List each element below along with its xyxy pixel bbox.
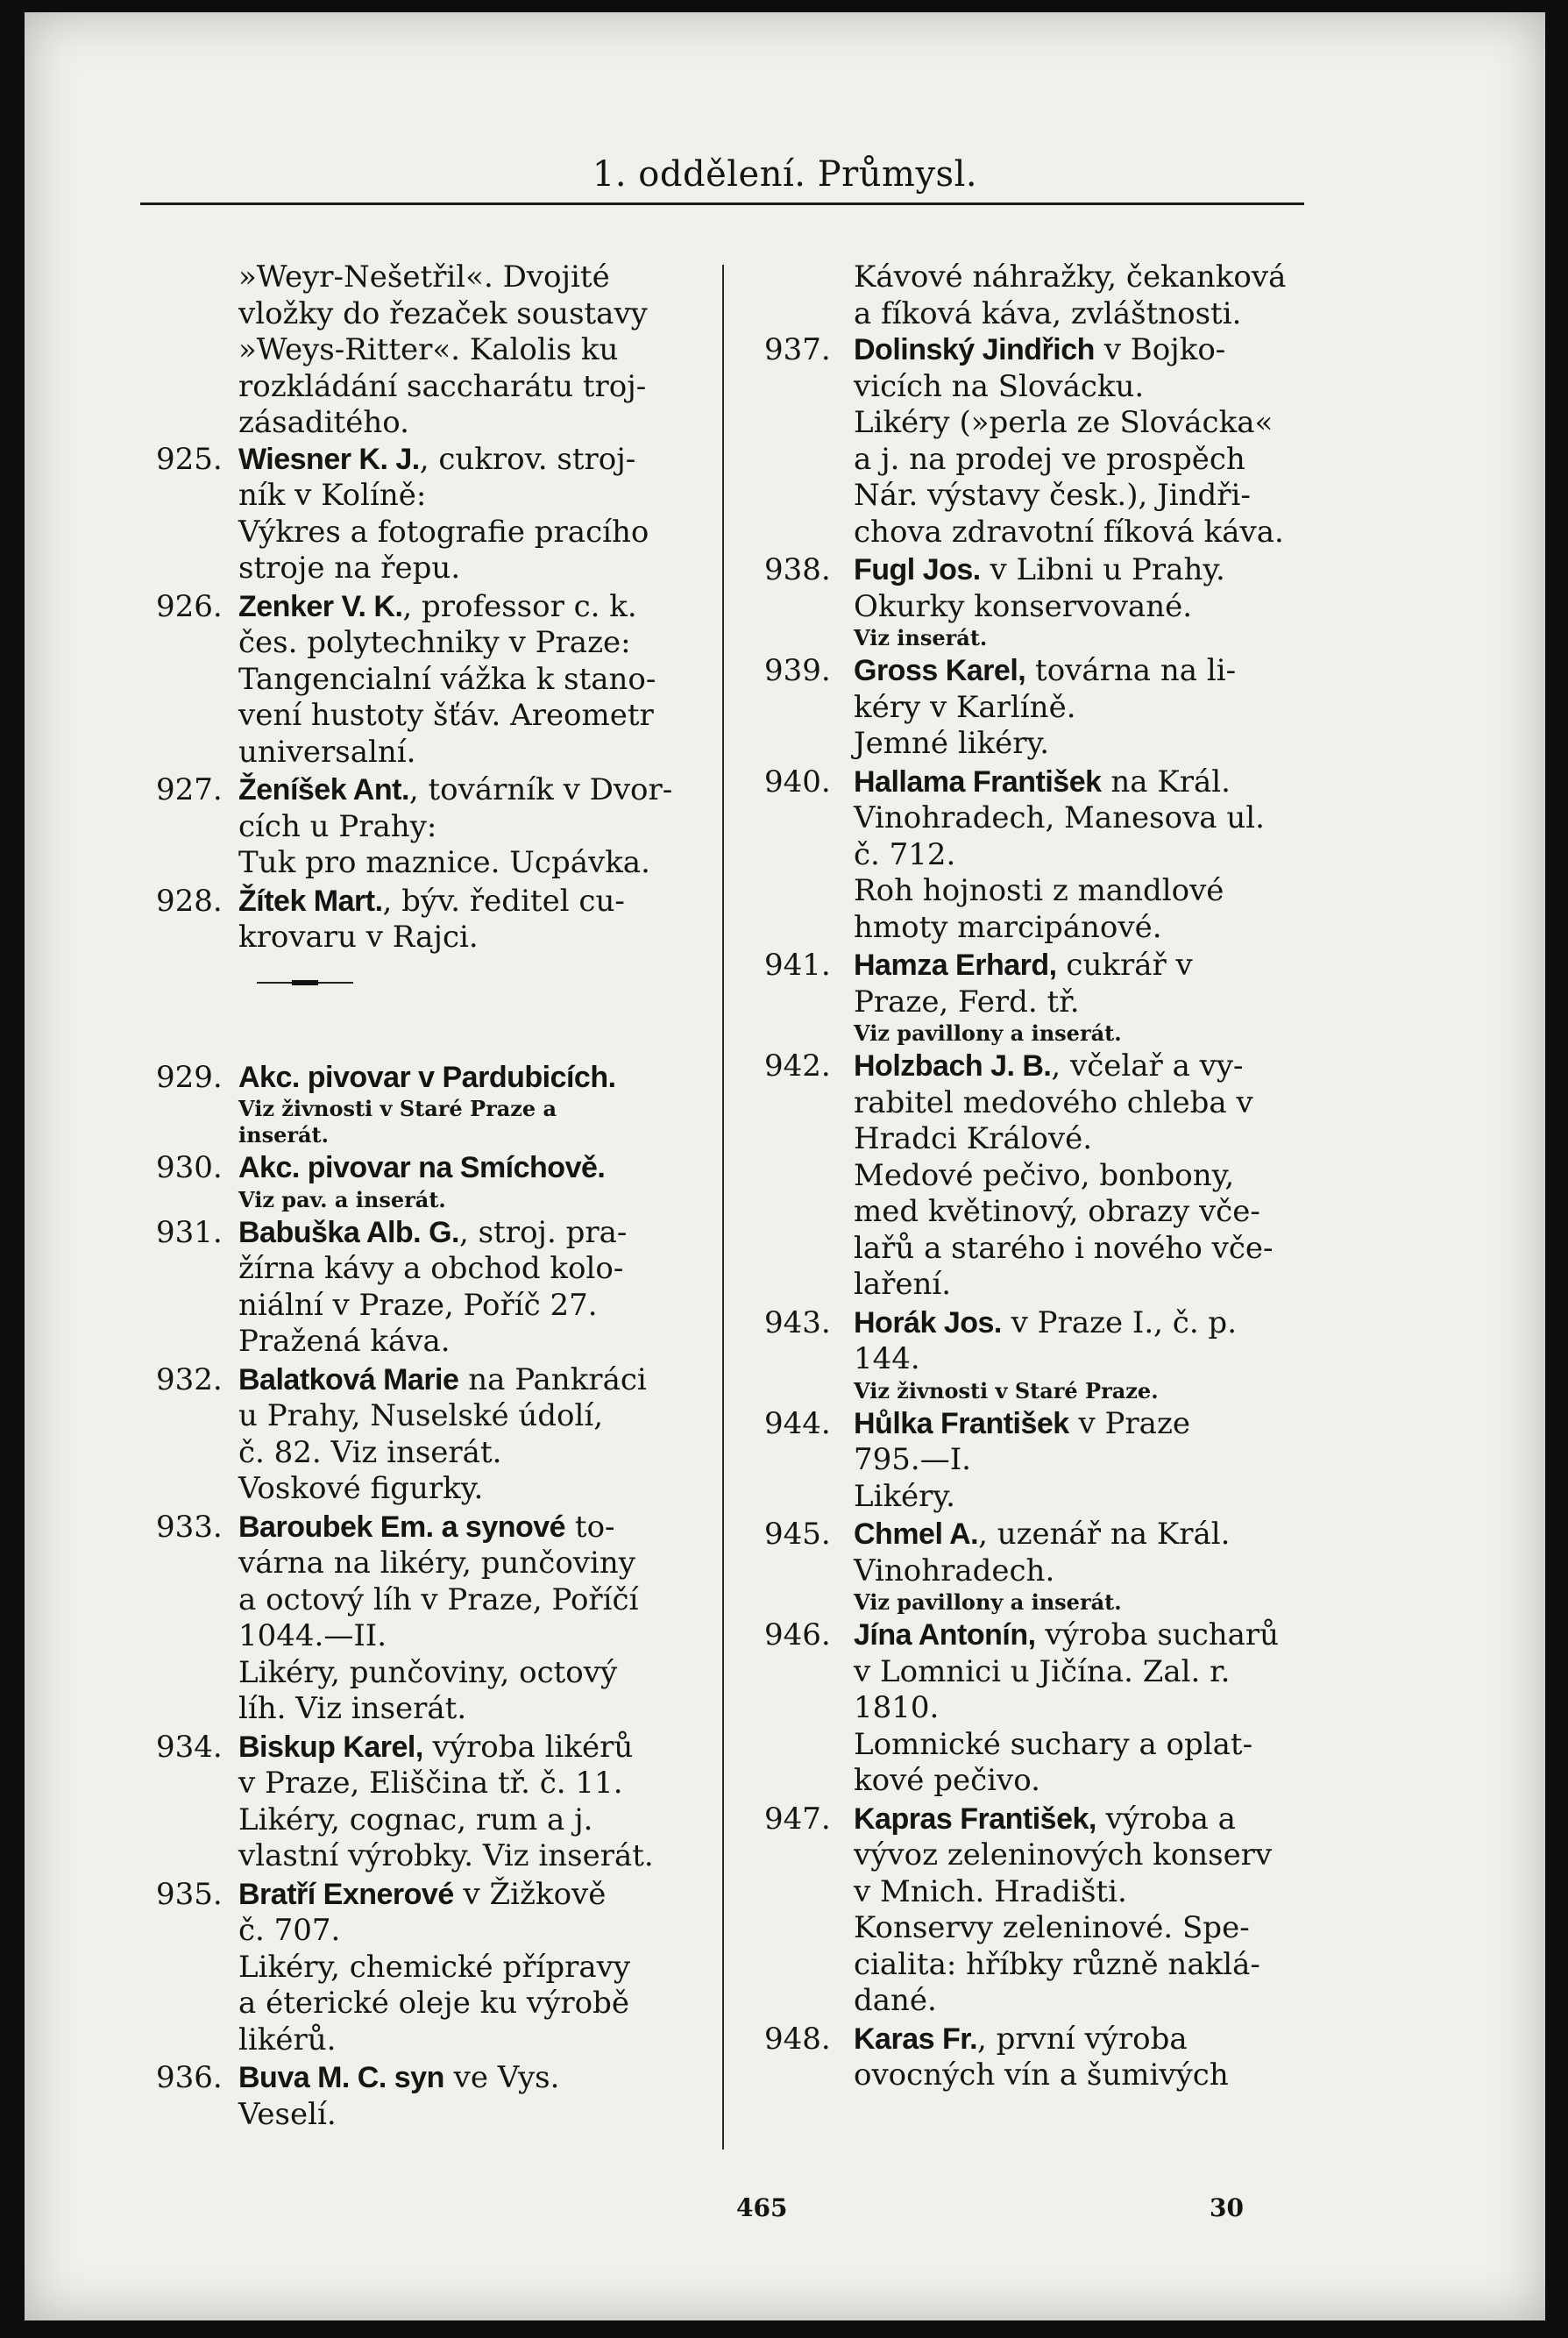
entry-line: hmoty marcipánové. (854, 909, 1162, 945)
entry-line: Likéry, cognac, rum a j. (238, 1801, 593, 1837)
entry-line: kéry v Karlíně. (854, 689, 1076, 725)
entry-number: 930. (156, 1150, 223, 1185)
entry-rest: , včelař a vy- (1051, 1048, 1244, 1084)
entry-name: Zenker V. K. (238, 589, 403, 623)
entry-name: Hamza Erhard, (854, 949, 1057, 982)
entry-note: inserát. (238, 1122, 329, 1148)
entry-name: Balatková Marie (238, 1362, 459, 1396)
entry-line: Výkres a fotografie pracího (238, 514, 649, 550)
entry-line: Hradci Králové. (854, 1121, 1093, 1156)
intro-line: rozkládání saccharátu troj- (238, 368, 647, 404)
entry-note: Viz živnosti v Staré Praze. (854, 1377, 1159, 1404)
entry-note: Viz inserát. (854, 625, 988, 650)
entry-line: u Prahy, Nuselské údolí, (238, 1398, 604, 1433)
entry-line: cích u Prahy: (238, 808, 437, 844)
entry-line: Likéry (»perla ze Slovácka« (854, 405, 1274, 440)
entry-line: kové pečivo. (854, 1763, 1040, 1798)
entry-line: ovocných vín a šumivých (854, 2057, 1229, 2093)
entry-line: č. 82. Viz inserát. (238, 1434, 502, 1470)
entry-number: 948. (764, 2021, 831, 2057)
right-column (764, 259, 1343, 2094)
entry-line: v Praze, Eliščina tř. č. 11. (238, 1766, 623, 1801)
entry-line: v Lomnici u Jičína. Zal. r. (854, 1653, 1231, 1689)
entry-line: 795.—I. (854, 1442, 971, 1477)
ornament-spacer (156, 956, 708, 1060)
entry-line: Vinohradech, Manesova ul. (854, 800, 1265, 835)
entry-rest: v Žižkově (453, 1876, 607, 1912)
entry-number: 926. (156, 588, 223, 624)
entry-line: lařů a starého i nového vče- (854, 1230, 1274, 1266)
entry-line: a j. na prodej ve prospěch (854, 441, 1245, 477)
entry-name: Akc. pivovar na Smíchově. (238, 1151, 606, 1184)
list-item (764, 1517, 1343, 1616)
entry-first-line (238, 442, 708, 479)
entry-line: universalní. (238, 734, 416, 770)
entry-first-line (854, 332, 1343, 369)
entry-first-line (238, 1150, 708, 1187)
entry-note: Viz živnosti v Staré Praze a (238, 1096, 557, 1121)
entry-line: Likéry, chemické přípravy (238, 1949, 631, 1985)
page (25, 12, 1545, 2320)
entry-number: 933. (156, 1509, 223, 1545)
list-item (156, 1060, 708, 1149)
list-item (156, 772, 708, 882)
entry-line: Okurky konservované. (854, 588, 1193, 624)
list-item (156, 2060, 708, 2133)
list-item (156, 884, 708, 956)
list-item (764, 1305, 1343, 1404)
list-item (764, 1048, 1343, 1304)
entry-number: 931. (156, 1214, 223, 1250)
entry-number: 943. (764, 1304, 831, 1340)
entry-line: Nár. výstavy česk.), Jindři- (854, 478, 1251, 513)
entry-number: 934. (156, 1729, 223, 1765)
entry-first-line (238, 1215, 708, 1252)
entry-first-line (238, 1877, 708, 1914)
entry-line: med květinový, obrazy vče- (854, 1194, 1260, 1229)
intro-line: vložky do řezaček soustavy (238, 295, 648, 331)
intro-line: »Weyr-Nešetřil«. Dvojité (238, 259, 610, 295)
entry-number: 941. (764, 948, 831, 983)
entry-line: a éterické oleje ku výrobě (238, 1986, 629, 2021)
entry-line: vývoz zeleninových konserv (854, 1837, 1273, 1873)
entry-line: č. 712. (854, 836, 956, 872)
entry-note: Viz pavillony a inserát. (854, 1020, 1122, 1046)
entry-number: 944. (764, 1405, 831, 1441)
entry-name: Biskup Karel, (238, 1730, 423, 1764)
entry-line: Vinohradech. (854, 1553, 1055, 1588)
entry-note: Viz pav. a inserát. (238, 1186, 446, 1212)
entry-name: Hůlka František (854, 1406, 1069, 1440)
entry-line: 1810. (854, 1690, 940, 1725)
entry-number: 936. (156, 2060, 223, 2095)
entry-first-line (238, 1510, 708, 1546)
entry-rest: , továrník v Dvor- (408, 772, 673, 807)
left-column (156, 259, 708, 2133)
entry-rest: v Praze (1068, 1405, 1190, 1441)
entry-first-line (238, 589, 708, 626)
entry-line: Voskové figurky. (238, 1471, 484, 1506)
list-item (156, 1877, 708, 2059)
entry-line: vicích na Slovácku. (854, 368, 1145, 404)
entry-rest: výroba a (1096, 1801, 1236, 1837)
list-item (156, 1730, 708, 1875)
entry-rest: , býv. ředitel cu- (382, 883, 625, 919)
entry-first-line (854, 1801, 1343, 1838)
entry-number: 942. (764, 1048, 831, 1084)
entry-first-line (238, 2060, 708, 2097)
entry-name: Ženíšek Ant. (238, 773, 409, 807)
entry-number: 932. (156, 1361, 223, 1397)
entry-number: 929. (156, 1059, 223, 1095)
entry-rest: na Pankráci (458, 1361, 647, 1397)
entry-name: Akc. pivovar v Pardubicích. (238, 1060, 616, 1094)
entry-rest: v Bojko- (1094, 332, 1226, 367)
entry-line: ník v Kolíně: (238, 478, 427, 513)
entry-rest: , stroj. pra- (458, 1214, 628, 1250)
entry-line: 1044.—II. (238, 1618, 387, 1653)
entry-line: rabitel medového chleba v (854, 1084, 1253, 1120)
entry-number: 945. (764, 1517, 831, 1552)
entry-rest: , první výroba (977, 2021, 1188, 2057)
entry-number: 940. (764, 764, 831, 799)
entry-name: Jína Antonín, (854, 1618, 1036, 1652)
page-title: 1. oddělení. Průmysl. (592, 154, 978, 195)
intro-line: a fíková káva, zvláštnosti. (854, 295, 1242, 331)
list-item (156, 1362, 708, 1508)
entry-name: Gross Karel, (854, 654, 1026, 687)
entry-name: Dolinský Jindřich (854, 333, 1095, 366)
entry-line: 144. (854, 1341, 920, 1376)
entry-rest: , uzenář na Král. (978, 1517, 1231, 1552)
entry-name: Hallama František (854, 764, 1102, 799)
entry-first-line (854, 1517, 1343, 1553)
entry-first-line (854, 764, 1343, 801)
entry-line: vlastní výrobky. Viz inserát. (238, 1838, 654, 1873)
entry-line: cialita: hříbky různě naklá- (854, 1946, 1260, 1982)
list-item (156, 1150, 708, 1213)
entry-line: čes. polytechniky v Praze: (238, 625, 631, 660)
list-item (156, 1510, 708, 1728)
entry-line: krovaru v Rajci. (238, 920, 479, 955)
entry-number: 938. (764, 552, 831, 587)
list-item (764, 552, 1343, 651)
section-ornament (257, 980, 353, 985)
list-item (764, 653, 1343, 763)
entry-first-line (854, 1406, 1343, 1443)
entry-line: Tangencialní vážka k stano- (238, 661, 656, 697)
entry-first-line (238, 884, 708, 920)
entry-line: líh. Viz inserát. (238, 1691, 467, 1726)
intro-line: zásaditého. (238, 405, 409, 440)
column-divider (722, 265, 724, 2150)
entry-number: 939. (764, 653, 831, 688)
entry-first-line (854, 1617, 1343, 1654)
entry-name: Holzbach J. B. (854, 1049, 1052, 1083)
entry-line: a octový líh v Praze, Poříčí (238, 1581, 639, 1617)
entry-line: Roh hojnosti z mandlové (854, 873, 1224, 908)
entry-rest: továrna na li- (1025, 653, 1237, 688)
list-item (764, 948, 1343, 1047)
entry-first-line (854, 1305, 1343, 1342)
entry-rest: to- (565, 1509, 615, 1545)
entry-number: 946. (764, 1617, 831, 1652)
entry-line: Konservy zeleninové. Spe- (854, 1910, 1250, 1945)
entry-first-line (238, 1060, 708, 1097)
entry-rest: cukrář v (1056, 948, 1193, 983)
entry-line: Jemné likéry. (854, 726, 1050, 761)
signature-mark: 30 (1210, 2193, 1244, 2222)
entry-name: Chmel A. (854, 1517, 979, 1551)
entry-line: žírna kávy a obchod kolo- (238, 1251, 624, 1286)
entry-name: Karas Fr. (854, 2022, 978, 2056)
entry-line: vení hustoty šťáv. Areometr (238, 698, 654, 733)
list-item (764, 1406, 1343, 1516)
list-item (156, 1215, 708, 1361)
entry-first-line (854, 1048, 1343, 1085)
entry-first-line (854, 2022, 1343, 2058)
list-item (156, 442, 708, 587)
entry-line: dané. (854, 1983, 937, 2018)
entry-first-line (238, 1362, 708, 1399)
entry-rest: výroba likérů (422, 1729, 634, 1765)
header-rule (140, 203, 1304, 205)
entry-first-line (238, 1730, 708, 1766)
entry-line: chova zdravotní fíková káva. (854, 514, 1284, 550)
entry-line: Tuk pro maznice. Ucpávka. (238, 845, 650, 880)
entry-number: 925. (156, 441, 223, 477)
entry-name: Kapras František, (854, 1801, 1096, 1836)
entry-name: Babuška Alb. G. (238, 1215, 459, 1249)
entry-rest: na Král. (1101, 764, 1231, 799)
entry-note: Viz pavillony a inserát. (854, 1589, 1122, 1615)
list-item (156, 589, 708, 771)
entry-first-line (854, 552, 1343, 589)
list-item (764, 332, 1343, 551)
entry-line: várna na likéry, punčoviny (238, 1546, 635, 1581)
entry-number: 927. (156, 772, 223, 807)
entry-first-line (854, 653, 1343, 690)
entry-number: 947. (764, 1801, 831, 1837)
list-item (764, 1617, 1343, 1800)
entry-rest: , professor c. k. (402, 588, 637, 624)
entry-line: likérů. (238, 2022, 337, 2057)
entry-rest: výroba sucharů (1035, 1617, 1280, 1652)
entry-number: 935. (156, 1876, 223, 1912)
entry-name: Bratří Exnerové (238, 1877, 454, 1911)
entry-first-line (238, 772, 708, 809)
entry-name: Wiesner K. J. (238, 442, 420, 476)
entry-line: Medové pečivo, bonbony, (854, 1157, 1235, 1193)
intro-line: »Weys-Ritter«. Kalolis ku (238, 332, 619, 367)
entry-line: Pražená káva. (238, 1324, 451, 1359)
entry-name: Fugl Jos. (854, 553, 981, 586)
entry-line: Praze, Ferd. tř. (854, 984, 1080, 1020)
entry-number: 928. (156, 883, 223, 919)
entry-line: č. 707. (238, 1913, 341, 1948)
entry-line: Likéry. (854, 1478, 955, 1514)
list-item (764, 2022, 1343, 2094)
entry-rest: , cukrov. stroj- (419, 441, 636, 477)
entry-name: Horák Jos. (854, 1305, 1002, 1340)
page-number: 465 (736, 2193, 788, 2222)
entry-rest: v Libni u Prahy. (980, 552, 1225, 587)
entry-first-line (854, 948, 1343, 984)
entry-name: Žítek Mart. (238, 884, 383, 918)
intro-line: Kávové náhražky, čekanková (854, 259, 1287, 295)
entry-line: niální v Praze, Poříč 27. (238, 1287, 598, 1323)
entry-name: Baroubek Em. a synové (238, 1510, 566, 1544)
entry-line: laření. (854, 1267, 952, 1302)
entry-number: 937. (764, 332, 831, 367)
entry-line: Likéry, punčoviny, octový (238, 1654, 618, 1690)
list-item (764, 764, 1343, 947)
right-intro (764, 259, 1343, 332)
entry-line: v Mnich. Hradišti. (854, 1873, 1127, 1909)
entry-rest: ve Vys. (443, 2060, 560, 2095)
list-item (764, 1801, 1343, 2020)
entry-line: Lomnické suchary a oplat- (854, 1726, 1253, 1762)
entry-name: Buva M. C. syn (238, 2061, 444, 2094)
entry-rest: v Praze I., č. p. (1001, 1304, 1238, 1340)
left-intro (156, 259, 708, 442)
entry-line: Veselí. (238, 2096, 337, 2132)
entry-line: stroje na řepu. (238, 551, 461, 586)
